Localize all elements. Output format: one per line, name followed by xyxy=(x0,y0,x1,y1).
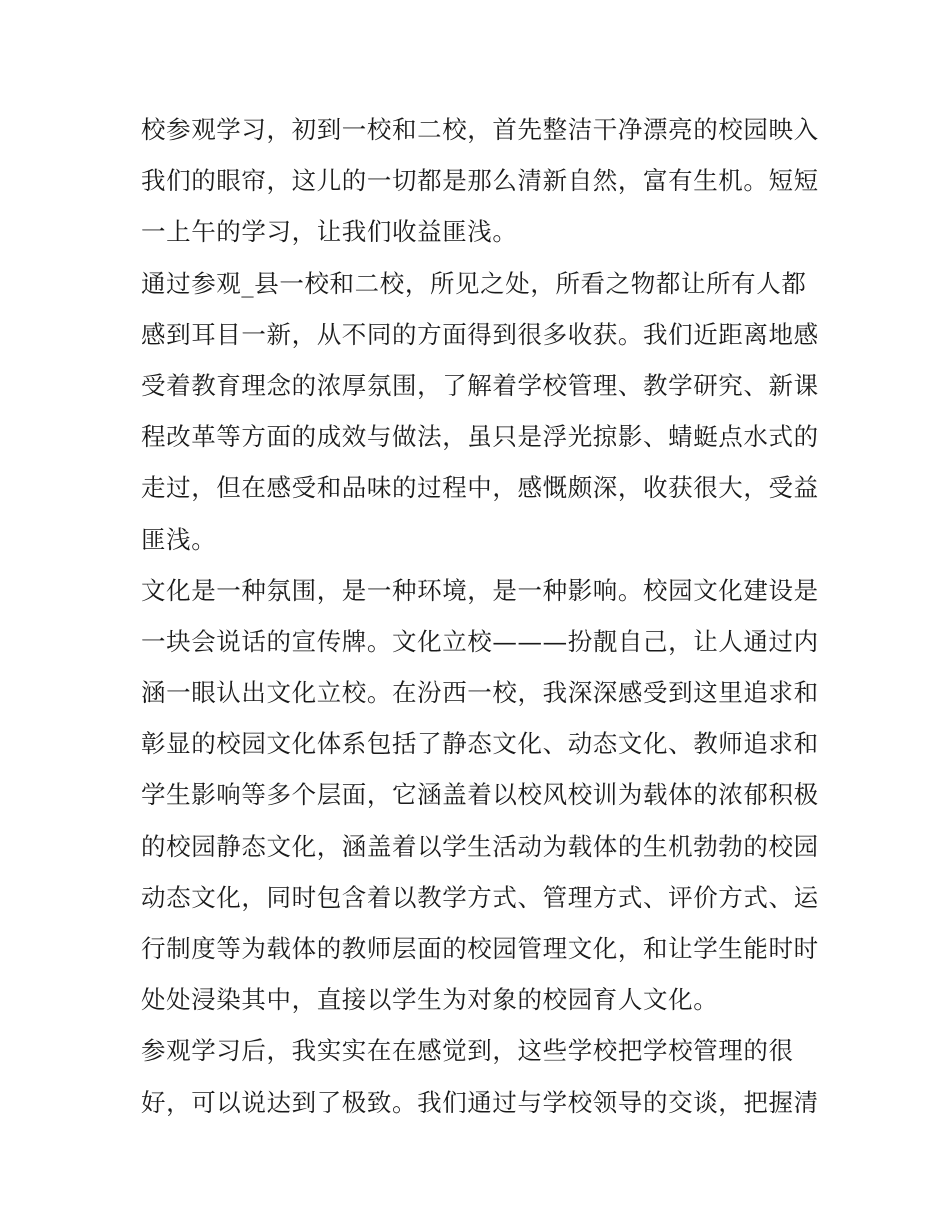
text-line: 的校园静态文化，涵盖着以学生活动为载体的生机勃勃的校园 xyxy=(141,831,819,861)
text-line: 受着教育理念的浓厚氛围，了解着学校管理、教学研究、新课 xyxy=(141,370,819,400)
text-line: 走过，但在感受和品味的过程中，感慨颇深，收获很大，受益 xyxy=(141,473,819,503)
text-line: 校参观学习，初到一校和二校，首先整洁干净漂亮的校园映入 xyxy=(141,115,819,144)
text-line: 一上午的学习，让我们收益匪浅。 xyxy=(141,217,518,247)
text-line: 参观学习后，我实实在在感觉到，这些学校把学校管理的很 xyxy=(141,1036,794,1066)
text-line: 彰显的校园文化体系包括了静态文化、动态文化、教师追求和 xyxy=(141,729,819,759)
text-line: 一块会说话的宣传牌。文化立校———扮靓自己，让人通过内 xyxy=(141,626,819,656)
text-line: 文化是一种氛围，是一种环境，是一种影响。校园文化建设是 xyxy=(141,575,819,605)
text-line: 通过参观_县一校和二校，所见之处，所看之物都让所有人都 xyxy=(141,268,807,298)
text-line: 涵一眼认出文化立校。在汾西一校，我深深感受到这里追求和 xyxy=(141,678,819,708)
text-line: 匪浅。 xyxy=(141,524,217,554)
text-line: 处处浸染其中，直接以学生为对象的校园育人文化。 xyxy=(141,985,719,1015)
text-line: 行制度等为载体的教师层面的校园管理文化，和让学生能时时 xyxy=(141,934,819,963)
text-line: 学生影响等多个层面，它涵盖着以校风校训为载体的浓郁积极 xyxy=(141,780,819,810)
text-line: 感到耳目一新，从不同的方面得到很多收获。我们近距离地感 xyxy=(141,319,819,349)
text-line: 动态文化，同时包含着以教学方式、管理方式、评价方式、运 xyxy=(141,882,819,912)
document-body xyxy=(141,104,821,1128)
text-line: 程改革等方面的成效与做法，虽只是浮光掠影、蜻蜓点水式的 xyxy=(141,422,819,452)
text-line: 好，可以说达到了极致。我们通过与学校领导的交谈，把握清 xyxy=(141,1087,819,1117)
text-line: 我们的眼帘，这儿的一切都是那么清新自然，富有生机。短短 xyxy=(141,166,819,196)
